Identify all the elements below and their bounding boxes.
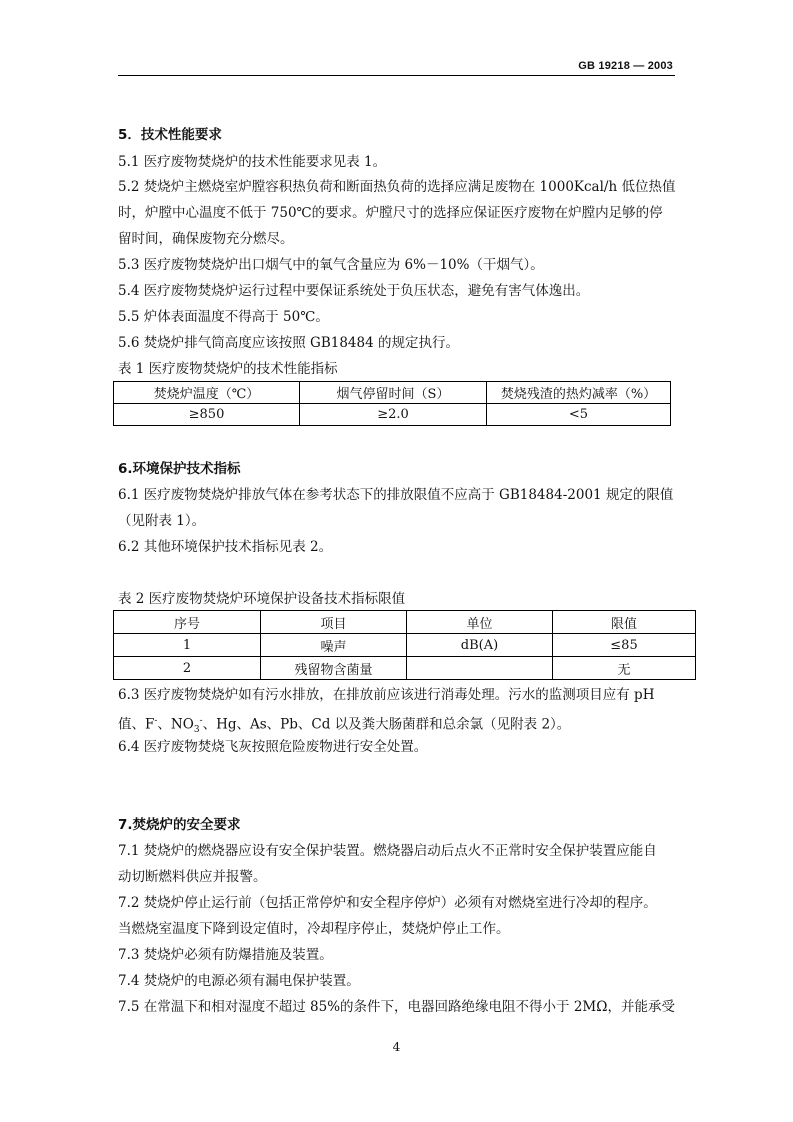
table-row bbox=[114, 657, 696, 680]
table-1 bbox=[113, 381, 671, 426]
paragraph: 7.5 在常温下和相对湿度不超过 85%的条件下，电器回路绝缘电阻不得小于 2MΩ，并能承受 bbox=[118, 999, 675, 1015]
standard-number: GB 19218 — 2003 bbox=[578, 60, 673, 72]
paragraph: 5.6 焚烧炉排气筒高度应该按照 GB18484 的规定执行。 bbox=[118, 335, 459, 351]
table-cell: <5 bbox=[487, 404, 671, 426]
table-header-row bbox=[114, 382, 671, 404]
text-run: 、NO bbox=[157, 716, 194, 733]
table-cell: 1 bbox=[114, 634, 261, 657]
section-7-heading: 7.焚烧炉的安全要求 bbox=[118, 817, 241, 833]
page-number: 4 bbox=[392, 1040, 401, 1054]
text-run: 值、F bbox=[118, 716, 155, 733]
paragraph: 6.2 其他环境保护技术指标见表 2。 bbox=[118, 539, 333, 555]
table-header-cell: 焚烧炉温度（℃） bbox=[114, 382, 300, 404]
table-cell bbox=[407, 657, 553, 680]
table-header-cell: 单位 bbox=[407, 611, 553, 634]
paragraph: 当燃烧室温度下降到设定值时，冷却程序停止，焚烧炉停止工作。 bbox=[118, 921, 510, 937]
table-2 bbox=[113, 610, 696, 680]
table-cell: 2 bbox=[114, 657, 261, 680]
paragraph: 动切断燃料供应并报警。 bbox=[118, 869, 267, 885]
paragraph: 6.4 医疗废物焚烧飞灰按照危险废物进行安全处置。 bbox=[118, 739, 428, 755]
subscript: 3 bbox=[193, 725, 200, 736]
paragraph: 7.3 焚烧炉必须有防爆措施及装置。 bbox=[118, 947, 333, 963]
paragraph: 5.5 炉体表面温度不得高于 50℃。 bbox=[118, 309, 329, 325]
paragraph: 6.3 医疗废物焚烧炉如有污水排放，在排放前应该进行消毒处理。污水的监测项目应有 pH bbox=[118, 687, 655, 703]
table-2-caption: 表 2 医疗废物焚烧炉环境保护设备技术指标限值 bbox=[118, 591, 406, 607]
section-6-heading: 6.环境保护技术指标 bbox=[118, 461, 241, 477]
paragraph: 留时间，确保废物充分燃尽。 bbox=[118, 231, 294, 247]
table-header-cell: 限值 bbox=[553, 611, 696, 634]
table-row bbox=[114, 404, 671, 426]
table-header-row bbox=[114, 611, 696, 634]
table-cell: dB(A) bbox=[407, 634, 553, 657]
paragraph: 5.3 医疗废物焚烧炉出口烟气中的氧气含量应为 6%－10%（干烟气）。 bbox=[118, 257, 544, 273]
section-5-heading: 5．技术性能要求 bbox=[118, 127, 222, 143]
table-cell: 残留物含菌量 bbox=[261, 657, 407, 680]
table-row bbox=[114, 634, 696, 657]
paragraph: 7.2 焚烧炉停止运行前（包括正常停炉和安全程序停炉）必须有对燃烧室进行冷却的程序。 bbox=[118, 895, 657, 911]
header-rule bbox=[118, 75, 675, 76]
table-header-cell: 序号 bbox=[114, 611, 261, 634]
paragraph: （见附表 1）。 bbox=[118, 513, 206, 529]
paragraph: 时，炉膛中心温度不低于 750℃的要求。炉膛尺寸的选择应保证医疗废物在炉膛内足够的停 bbox=[118, 205, 663, 221]
table-header-cell: 焚烧残渣的热灼减率（%） bbox=[487, 382, 671, 404]
paragraph: 5.2 焚烧炉主燃烧室炉膛容积热负荷和断面热负荷的选择应满足废物在 1000Kcal/h 低位热值 bbox=[118, 179, 676, 195]
table-1-caption: 表 1 医疗废物焚烧炉的技术性能指标 bbox=[118, 361, 338, 377]
superscript: - bbox=[154, 716, 158, 726]
paragraph: 5.4 医疗废物焚烧炉运行过程中要保证系统处于负压状态，避免有害气体逸出。 bbox=[118, 283, 590, 299]
table-cell: ≥850 bbox=[114, 404, 300, 426]
table-header-cell: 项目 bbox=[261, 611, 407, 634]
table-cell: 噪声 bbox=[261, 634, 407, 657]
paragraph: 7.1 焚烧炉的燃烧器应设有安全保护装置。燃烧器启动后点火不正常时安全保护装置应能自 bbox=[118, 843, 657, 859]
paragraph: 6.1 医疗废物焚烧炉排放气体在参考状态下的排放限值不应高于 GB18484-2001 规定的限值 bbox=[118, 487, 674, 503]
paragraph: 7.4 焚烧炉的电源必须有漏电保护装置。 bbox=[118, 973, 360, 989]
text-run: 、Hg、As、Pb、Cd 以及粪大肠菌群和总余氯（见附表 2）。 bbox=[202, 716, 571, 733]
paragraph: 5.1 医疗废物焚烧炉的技术性能要求见表 1。 bbox=[118, 154, 387, 170]
table-cell: 无 bbox=[553, 657, 696, 680]
paragraph bbox=[118, 711, 678, 740]
superscript: - bbox=[199, 716, 203, 726]
table-cell: ≥2.0 bbox=[300, 404, 487, 426]
table-cell: ≤85 bbox=[553, 634, 696, 657]
table-header-cell: 烟气停留时间（S） bbox=[300, 382, 487, 404]
